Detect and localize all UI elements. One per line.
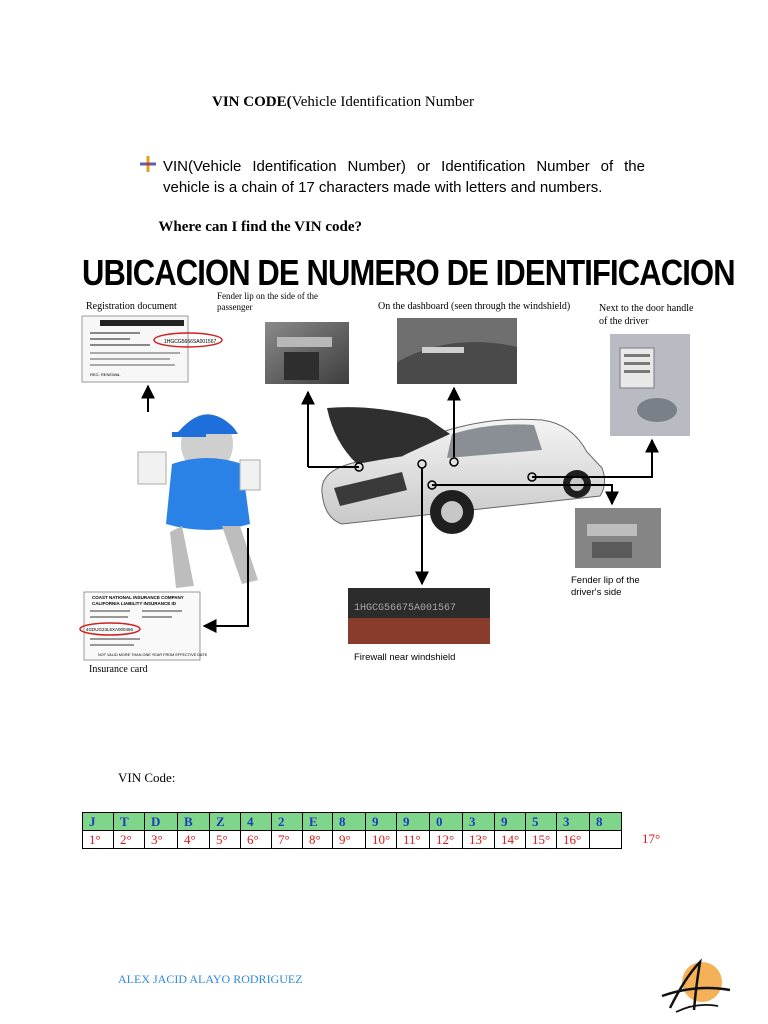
signature-logo-icon <box>656 956 736 1014</box>
vin-char-cell: 9 <box>397 813 430 831</box>
vin-table <box>82 812 622 849</box>
insurance-circled-vin: 4GDUG23L6XA000456 <box>86 627 134 632</box>
document-title <box>212 94 474 111</box>
vin-char-cell: B <box>178 813 210 831</box>
label-door-line2: of the driver <box>599 316 649 327</box>
car-illustration <box>322 407 605 534</box>
registration-circled-vin: 1HGCG5666SA001567 <box>164 339 217 345</box>
vin-position-cell: 14° <box>495 831 526 849</box>
vin-char-cell: D <box>145 813 178 831</box>
vin-position-cell: 8° <box>303 831 333 849</box>
fender-driver-photo <box>575 508 661 568</box>
fender-passenger-photo <box>265 322 349 384</box>
vin-position-cell: 1° <box>83 831 114 849</box>
label-fender-passenger-line1: Fender lip on the side of the <box>217 292 318 301</box>
author-name: ALEX JACID ALAYO RODRIGUEZ <box>118 972 303 986</box>
vin-position-cell: 2° <box>114 831 145 849</box>
label-fender-passenger-line2: passenger <box>217 302 253 312</box>
label-dashboard: On the dashboard (seen through the windshield) <box>378 301 571 312</box>
vin-char-cell: 3 <box>557 813 590 831</box>
vin-positions-row <box>83 831 622 849</box>
banner-heading: UBICACION DE NUMERO DE IDENTIFICACION <box>82 252 735 293</box>
vin-position-cell: 3° <box>145 831 178 849</box>
vin-char-cell: 8 <box>590 813 622 831</box>
vin-char-cell: 4 <box>241 813 272 831</box>
insurance-card <box>80 592 208 660</box>
vin-char-cell: T <box>114 813 145 831</box>
plus-star-icon <box>140 156 156 172</box>
vin-char-cell: 3 <box>463 813 495 831</box>
vin-position-cell: 10° <box>366 831 397 849</box>
registration-line: REG. RENEWAL <box>90 372 121 377</box>
vin-position-cell: 7° <box>272 831 303 849</box>
label-registration: Registration document <box>86 301 177 312</box>
vin-code-label: VIN Code: <box>118 770 176 785</box>
vin-char-cell: 9 <box>366 813 397 831</box>
vin-position-cell <box>590 831 622 849</box>
label-firewall: Firewall near windshield <box>354 652 456 663</box>
insurance-footer: NOT VALID MORE THAN ONE YEAR FROM EFFECTIVE DATE <box>98 653 208 657</box>
vin-position-cell: 6° <box>241 831 272 849</box>
vin-location-diagram <box>72 292 712 674</box>
insurance-header-1: COAST NATIONAL INSURANCE COMPANY <box>92 595 184 600</box>
label-door-line1: Next to the door handle <box>599 303 694 314</box>
vin-position-cell: 16° <box>557 831 590 849</box>
intro-paragraph: VIN(Vehicle Identification Number) or Identification Number of the vehicle is a chain of 17 characters made with letters and numbers. <box>163 158 645 196</box>
door-handle-photo <box>610 334 690 436</box>
vin-char-cell: Z <box>210 813 241 831</box>
vin-position-17: 17° <box>642 831 661 846</box>
label-fender-driver-line1: Fender lip of the <box>571 575 640 586</box>
vin-position-cell: 15° <box>526 831 557 849</box>
vin-position-cell: 9° <box>333 831 366 849</box>
vin-char-cell: 8 <box>333 813 366 831</box>
question-heading <box>143 219 362 236</box>
firewall-photo <box>348 588 490 644</box>
vin-characters-row <box>83 813 622 831</box>
registration-document <box>82 316 222 382</box>
insurance-header-2: CALIFORNIA LIABILITY INSURANCE ID <box>92 601 176 606</box>
title-bold: VIN CODE( <box>212 94 292 110</box>
vin-position-cell: 11° <box>397 831 430 849</box>
vin-position-cell: 5° <box>210 831 241 849</box>
title-rest: Vehicle Identification Number <box>291 94 475 110</box>
question-marker <box>143 219 155 235</box>
person-holding-papers <box>138 414 260 588</box>
vin-position-cell: 13° <box>463 831 495 849</box>
vin-position-cell: 4° <box>178 831 210 849</box>
vin-char-cell: 0 <box>430 813 463 831</box>
firewall-stamped-vin: 1HGCG56675A001567 <box>354 603 457 614</box>
dashboard-photo <box>397 318 517 384</box>
vin-char-cell: E <box>303 813 333 831</box>
question-text: Where can I find the VIN code? <box>143 219 347 235</box>
vin-char-cell: 9 <box>495 813 526 831</box>
label-insurance: Insurance card <box>89 664 148 674</box>
vin-char-cell: 2 <box>272 813 303 831</box>
vin-char-cell: J <box>83 813 114 831</box>
vin-position-cell: 12° <box>430 831 463 849</box>
vin-char-cell: 5 <box>526 813 557 831</box>
label-fender-driver-line2: driver's side <box>571 587 622 598</box>
